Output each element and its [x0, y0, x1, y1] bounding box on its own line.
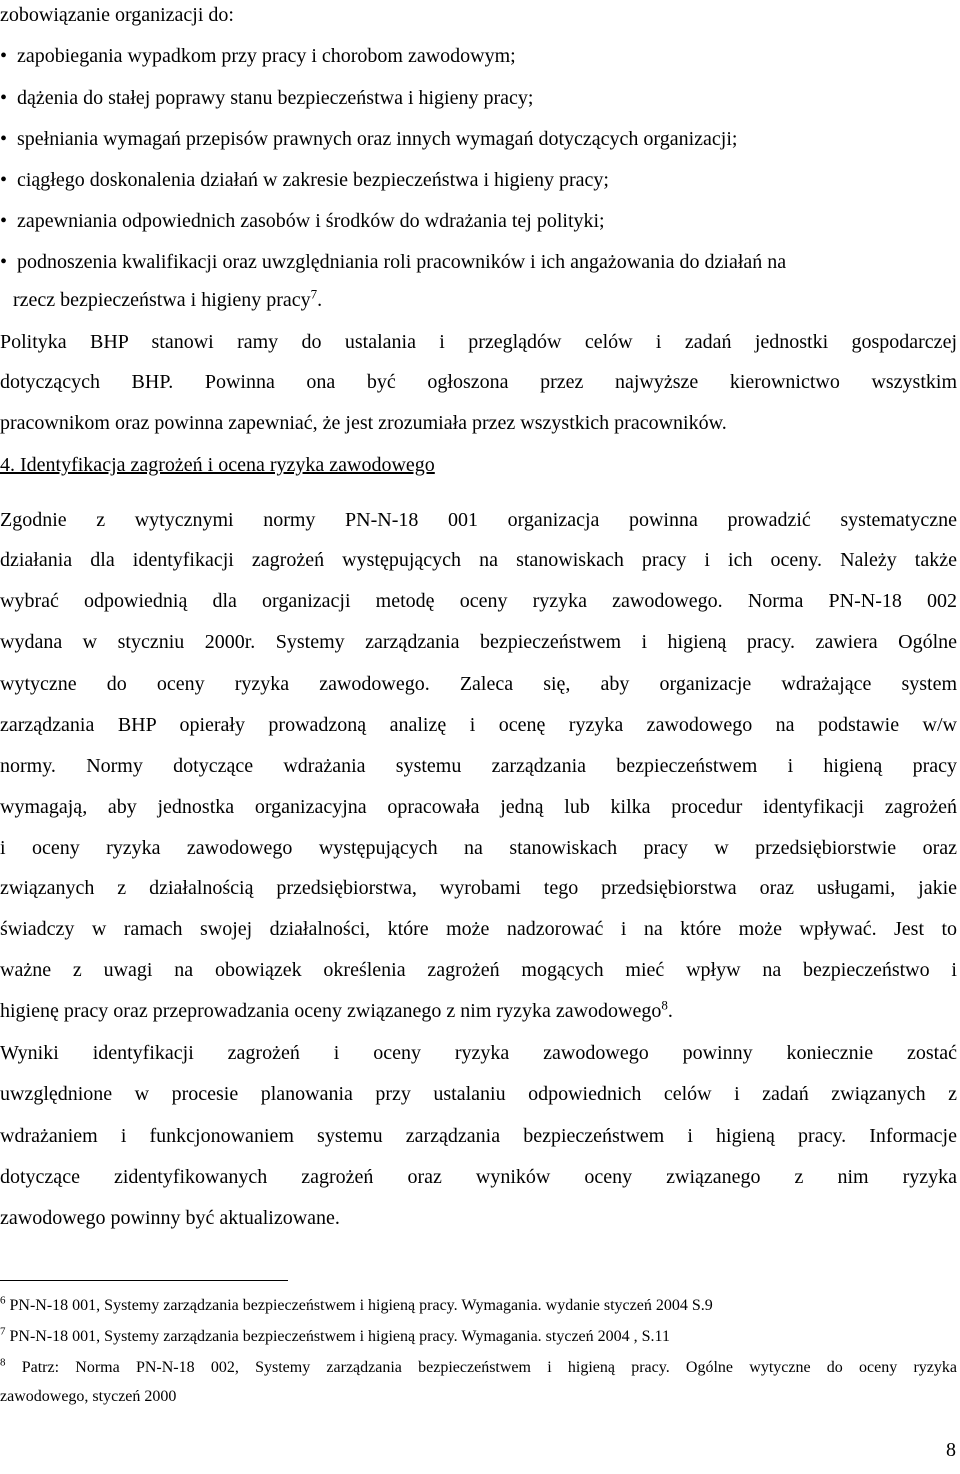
policy-paragraph-line: dotyczących BHP. Powinna ona być ogłoszona przez najwyższe kierownictwo wszystkim — [0, 371, 957, 393]
paragraph-line: i oceny ryzyka zawodowego występujących na stanowiskach pracy w przedsiębiorstwie oraz — [0, 837, 957, 859]
bullet-icon: • — [0, 251, 8, 273]
bullet-icon: • — [0, 45, 8, 67]
policy-paragraph-line: pracownikom oraz powinna zapewniać, że jest zrozumiała przez wszystkich pracowników. — [0, 412, 727, 434]
paragraph-line: wybrać odpowiednią dla organizacji metodę oceny ryzyka zawodowego. Norma PN-N-18 002 — [0, 590, 957, 612]
paragraph-line: działania dla identyfikacji zagrożeń występujących na stanowiskach pracy i ich oceny. Należy także — [0, 549, 957, 571]
paragraph-line: ważne z uwagi na obowiązek określenia zagrożeń mogących mieć wpływ na bezpieczeństwo i — [0, 959, 957, 981]
paragraph-line: Wyniki identyfikacji zagrożeń i oceny ryzyka zawodowego powinny koniecznie zostać — [0, 1042, 957, 1064]
paragraph-line: wdrażaniem i funkcjonowaniem systemu zarządzania bezpieczeństwem i higieną pracy. Informacje — [0, 1125, 957, 1147]
paragraph-line: zarządzania BHP opierały prowadzoną analizę i ocenę ryzyka zawodowego na podstawie w/w — [0, 714, 957, 736]
intro-text: zobowiązanie organizacji do: — [0, 4, 234, 26]
paragraph-line: uwzględnione w procesie planowania przy ustalaniu odpowiednich celów i zadań związanych z — [0, 1083, 957, 1105]
footnote: $^7$ PN-N-18 001, Systemy zarządzania bezpieczeństwem i higieną pracy. Wymagania. styczeń 2004 , S.11 — [0, 1325, 670, 1345]
bullet-item — [0, 250, 786, 274]
footnote-number: 6 — [0, 1294, 6, 1307]
footnote-continuation: zawodowego, styczeń 2000 — [0, 1388, 177, 1405]
paragraph-line: wymagają, aby jednostka organizacyjna opracowała jedną lub kilka procedur identyfikacji zagrożeń — [0, 796, 957, 818]
bullet-item — [0, 86, 533, 110]
paragraph-line: higienę pracy oraz przeprowadzania oceny związanego z nim ryzyka zawodowego$^8$. — [0, 997, 673, 1022]
footnote-number: 7 — [0, 1325, 6, 1338]
footnote-ref[interactable]: 7 — [310, 286, 318, 302]
bullet-icon: • — [0, 87, 8, 109]
footnote-number: 8 — [0, 1356, 6, 1369]
bullet-text: spełniania wymagań przepisów prawnych oraz innych wymagań dotyczących organizacji; — [17, 128, 738, 150]
bullet-text: podnoszenia kwalifikacji oraz uwzględniania roli pracowników i ich angażowania do działań na — [17, 251, 787, 273]
paragraph-line: normy. Normy dotyczące wdrażania systemu zarządzania bezpieczeństwem i higieną pracy — [0, 755, 957, 777]
bullet-item — [0, 209, 605, 233]
paragraph-line: świadczy w ramach swojej działalności, które może nadzorować i na które może wpływać. Jest to — [0, 918, 957, 940]
bullet-icon: • — [0, 169, 8, 191]
paragraph-line: zawodowego powinny być aktualizowane. — [0, 1207, 340, 1229]
bullet-text: zapobiegania wypadkom przy pracy i chorobom zawodowym; — [17, 45, 516, 67]
bullet-text: rzecz bezpieczeństwa i higieny pracy — [13, 289, 311, 311]
section-heading: 4. Identyfikacja zagrożeń i ocena ryzyka zawodowego — [0, 454, 435, 476]
page-number: 8 — [946, 1439, 956, 1461]
bullet-item — [0, 168, 609, 192]
footnote: $^8$ Patrz: Norma PN-N-18 002, Systemy zarządzania bezpieczeństwem i higieną pracy. Ogólne wytyczne do oceny ryzyka — [0, 1356, 958, 1376]
bullet-text: dążenia do stałej poprawy stanu bezpieczeństwa i higieny pracy; — [17, 87, 534, 109]
bullet-item — [0, 127, 737, 151]
footnote: $^6$ PN-N-18 001, Systemy zarządzania bezpieczeństwem i higieną pracy. Wymagania. wydanie styczeń 2004 S.9 — [0, 1294, 713, 1314]
paragraph-line: wydana w styczniu 2000r. Systemy zarządzania bezpieczeństwem i higieną pracy. zawiera Ogólne — [0, 631, 957, 653]
bullet-item — [0, 44, 516, 68]
bullet-icon: • — [0, 210, 8, 232]
bullet-text: zapewniania odpowiednich zasobów i środków do wdrażania tej polityki; — [17, 210, 605, 232]
paragraph-line: dotyczące zidentyfikowanych zagrożeń oraz wyników oceny związanego z nim ryzyka — [0, 1166, 957, 1188]
bullet-text: ciągłego doskonalenia działań w zakresie bezpieczeństwa i higieny pracy; — [17, 169, 609, 191]
paragraph-line: wytyczne do oceny ryzyka zawodowego. Zaleca się, aby organizacje wdrażające system — [0, 673, 957, 695]
policy-paragraph-line: Polityka BHP stanowi ramy do ustalania i przeglądów celów i zadań jednostki gospodarczej — [0, 331, 957, 353]
bullet-icon: • — [0, 128, 8, 150]
footnote-ref[interactable]: 8 — [661, 997, 668, 1013]
bullet-item-continuation: rzecz bezpieczeństwa i higieny pracy$^7$. — [13, 286, 323, 311]
footnote-separator — [0, 1280, 288, 1281]
paragraph-line: Zgodnie z wytycznymi normy PN-N-18 001 organizacja powinna prowadzić systematyczne — [0, 509, 957, 531]
paragraph-line: związanych z działalnością przedsiębiorstwa, wyrobami tego przedsiębiorstwa oraz usługami, jakie — [0, 877, 957, 899]
